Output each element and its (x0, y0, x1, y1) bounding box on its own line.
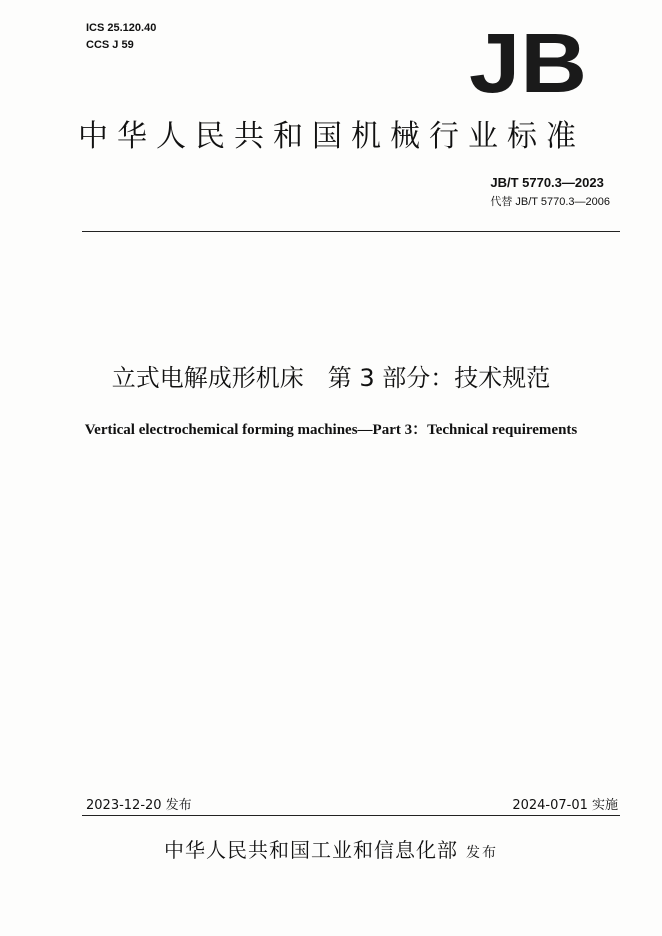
publisher-line (0, 834, 662, 863)
standard-number: JB/T 5770.3—2023 (490, 175, 604, 190)
chinese-title: 立式电解成形机床 第 3 部分：技术规范 (111, 364, 551, 392)
standard-category-title: 中华人民共和国机械行业标准 (78, 119, 585, 154)
implementation-date: 2024-07-01 实施 (512, 798, 618, 813)
issue-date: 2023-12-20 发布 (86, 798, 192, 813)
jb-logo-text: JB (469, 26, 587, 98)
publisher-org: 中华人民共和国工业和信息化部 (164, 838, 458, 862)
standard-number-block (490, 174, 610, 210)
ccs-code: CCS J 59 (86, 39, 134, 51)
english-title: Vertical electrochemical forming machines—Part 3：Technical requirements (84, 422, 578, 438)
publisher-verb: 发布 (466, 845, 498, 861)
classification-codes (86, 20, 156, 54)
jb-logo (466, 26, 590, 98)
header-divider (82, 231, 620, 232)
replaces-standard: 代替 JB/T 5770.3—2006 (490, 196, 610, 208)
footer-divider (82, 815, 620, 816)
ics-code: ICS 25.120.40 (86, 22, 157, 34)
